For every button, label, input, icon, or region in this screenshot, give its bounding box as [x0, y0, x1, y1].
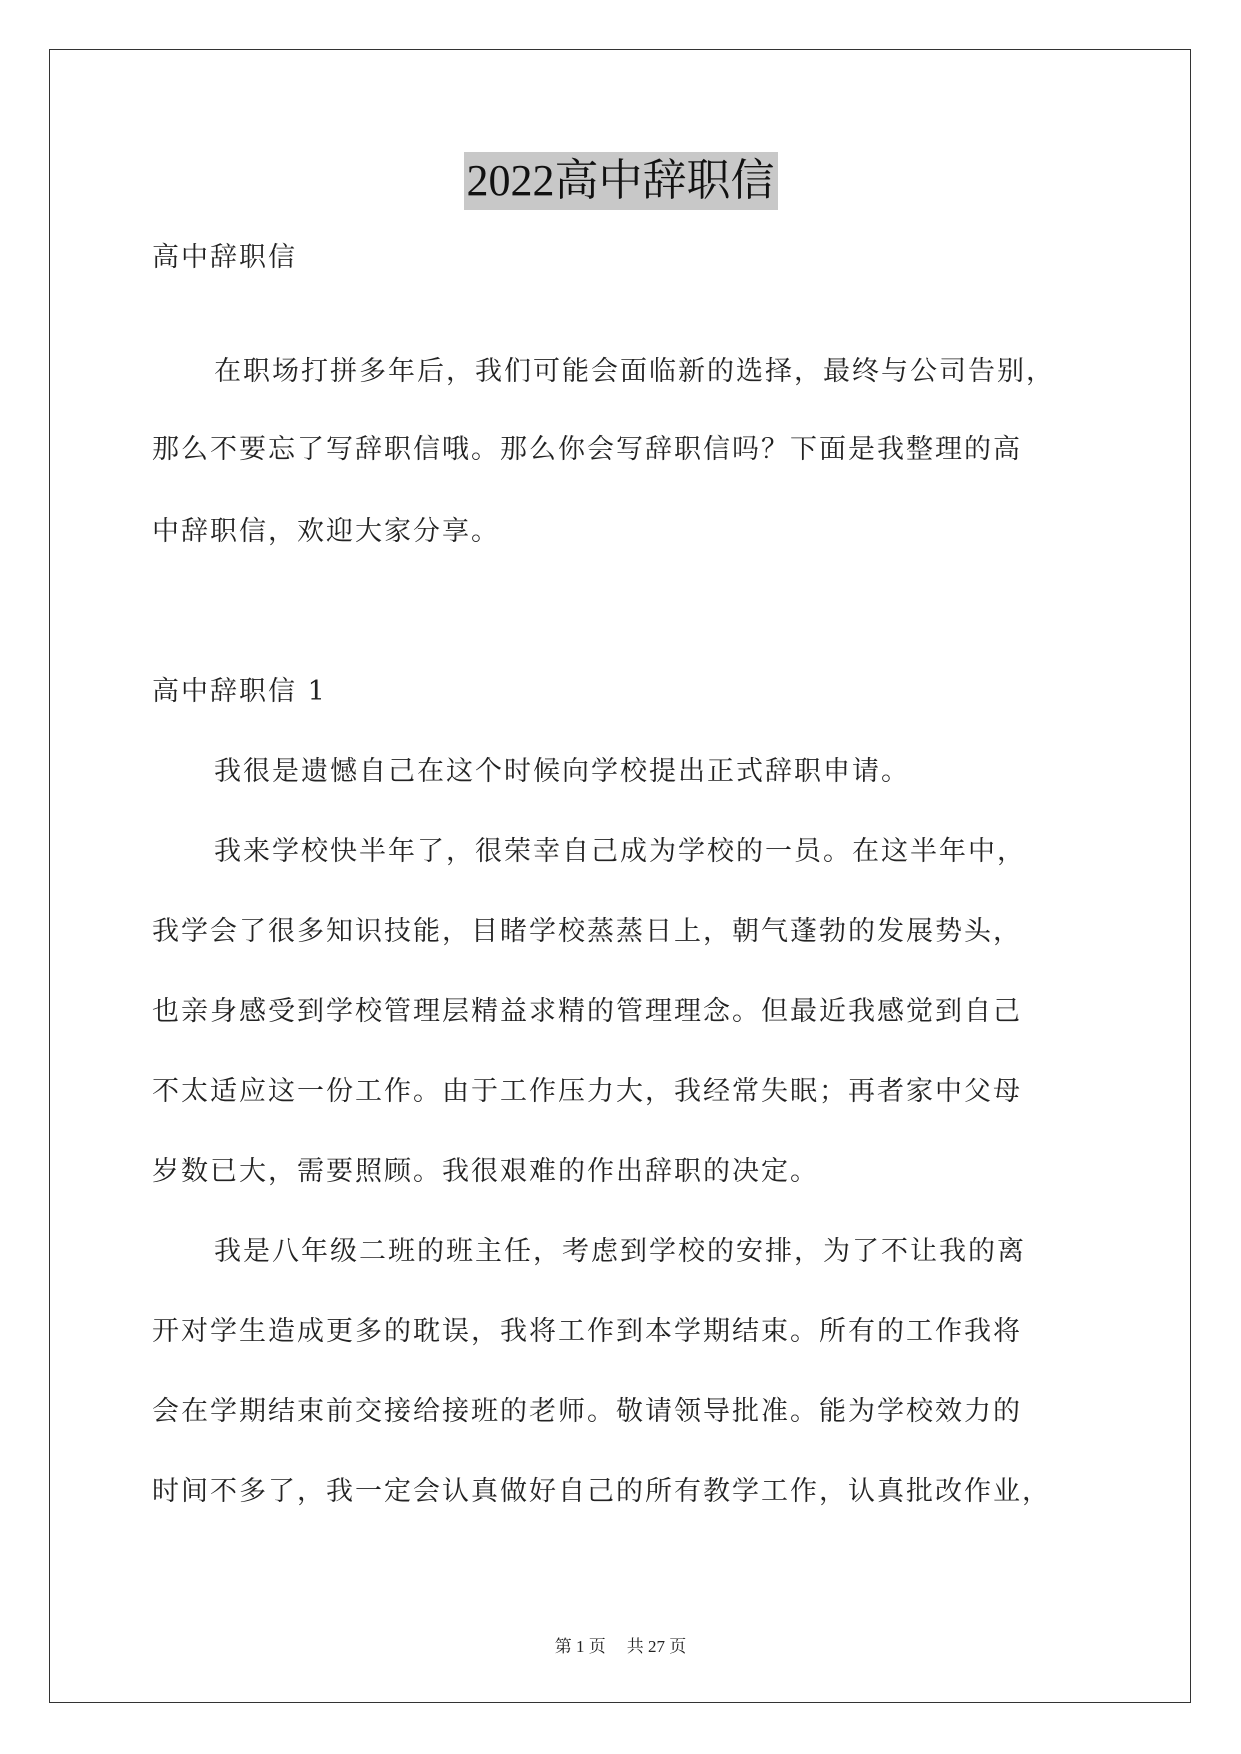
page-border	[49, 49, 1191, 1703]
body-line: 中辞职信，欢迎大家分享。	[152, 516, 500, 547]
body-line: 我来学校快半年了，很荣幸自己成为学校的一员。在这半年中，	[214, 836, 1026, 867]
body-line: 也亲身感受到学校管理层精益求精的管理理念。但最近我感觉到自己	[152, 996, 1022, 1027]
body-line: 开对学生造成更多的耽误，我将工作到本学期结束。所有的工作我将	[152, 1316, 1022, 1347]
document-title: 2022高中辞职信	[464, 152, 778, 210]
body-line: 我很是遗憾自己在这个时候向学校提出正式辞职申请。	[214, 756, 910, 787]
subtitle-line: 高中辞职信	[152, 242, 297, 273]
body-line: 会在学期结束前交接给接班的老师。敬请领导批准。能为学校效力的	[152, 1396, 1022, 1427]
body-line: 不太适应这一份工作。由于工作压力大，我经常失眠；再者家中父母	[152, 1076, 1022, 1107]
body-line: 时间不多了，我一定会认真做好自己的所有教学工作，认真批改作业，	[152, 1476, 1051, 1507]
body-line: 我是八年级二班的班主任，考虑到学校的安排，为了不让我的离	[214, 1236, 1026, 1267]
body-line: 我学会了很多知识技能，目睹学校蒸蒸日上，朝气蓬勃的发展势头，	[152, 916, 1022, 947]
section-heading: 高中辞职信 1	[152, 676, 327, 707]
current-page-indicator: 第 1 页	[554, 1637, 606, 1656]
body-line: 那么不要忘了写辞职信哦。那么你会写辞职信吗？下面是我整理的高	[152, 434, 1022, 465]
title-container	[0, 152, 1241, 210]
body-line: 在职场打拼多年后，我们可能会面临新的选择，最终与公司告别，	[214, 356, 1055, 387]
page-footer	[0, 1632, 1241, 1657]
total-pages-indicator: 共 27 页	[626, 1637, 687, 1656]
body-line: 岁数已大，需要照顾。我很艰难的作出辞职的决定。	[152, 1156, 819, 1187]
